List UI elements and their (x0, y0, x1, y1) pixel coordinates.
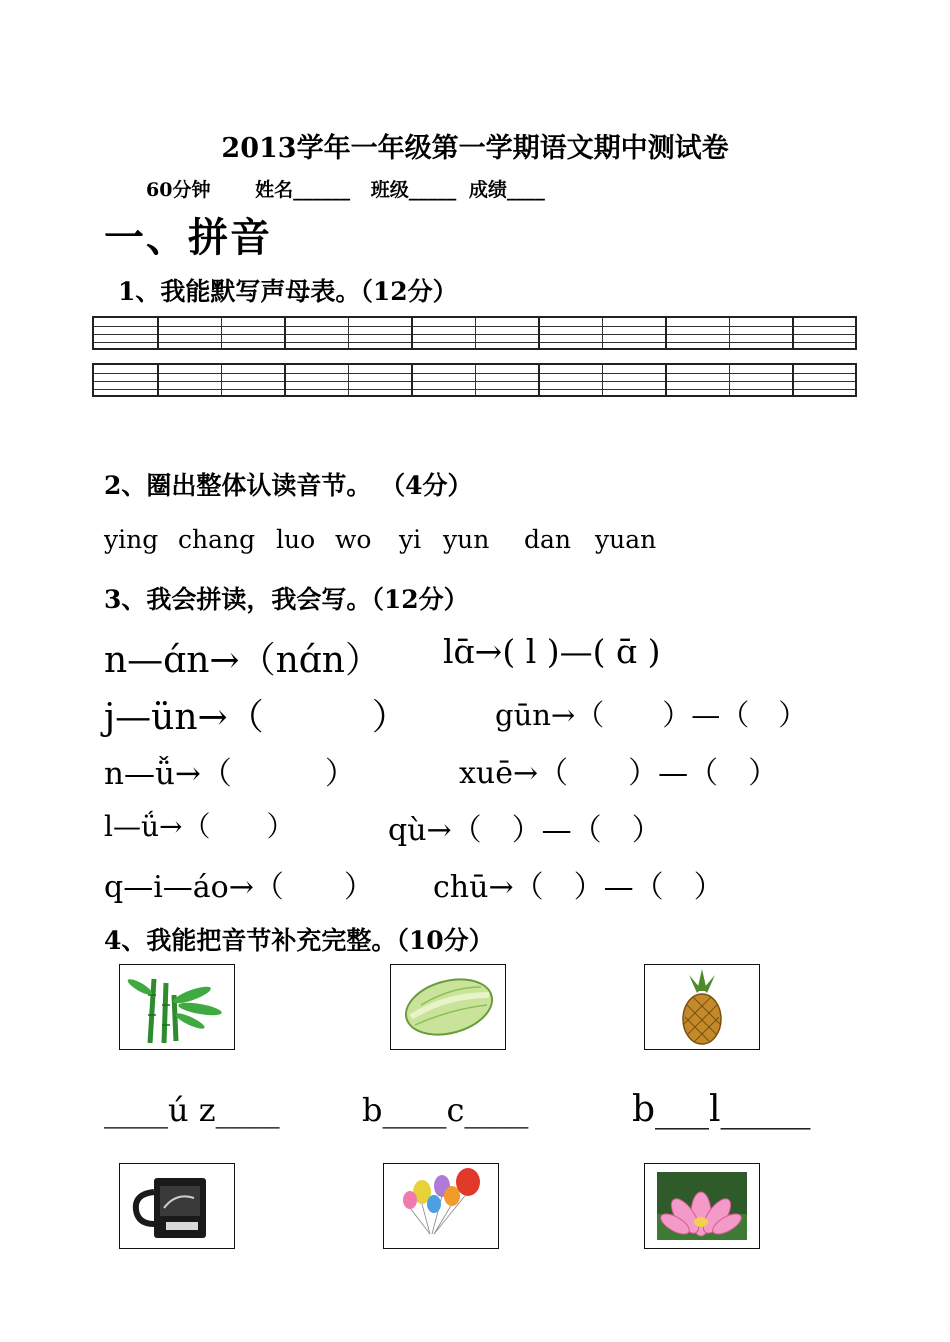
score-field: 成绩____ (468, 179, 545, 201)
spelling-exercise: gūn→（ ）—（ ） (495, 698, 808, 732)
syllable: dan (524, 525, 572, 554)
spelling-exercise: n—ǚ→（ ） (104, 756, 356, 792)
syllable: chang (178, 525, 256, 554)
syllable: wo (335, 525, 372, 554)
class-field: 班级_____ (370, 179, 457, 201)
lotus-picture (644, 1163, 760, 1249)
cup-picture (119, 1163, 235, 1249)
syllable: yuan (595, 525, 657, 554)
fill-in-blank: b____c____ (362, 1091, 529, 1129)
question-3: 3、我会拼读，我会写。（12分） (104, 585, 469, 614)
syllable: yi (399, 525, 422, 554)
spelling-exercise: q—i—áo→（ ） (104, 870, 374, 905)
spelling-exercise: j—ün→（ ） (104, 697, 408, 738)
question-2: 2、圈出整体认读音节。 （4分） (104, 471, 473, 500)
syllable: ying (104, 525, 159, 554)
bamboo-picture (119, 964, 235, 1050)
fill-in-blank: ____ú z____ (104, 1091, 280, 1129)
spelling-exercise: lɑ̄→( l )—( ɑ̄ ) (443, 632, 661, 671)
balloons-picture (383, 1163, 499, 1249)
question-4: 4、我能把音节补充完整。（10分） (104, 926, 494, 955)
spelling-exercise: xuē→（ ）—（ ） (459, 756, 779, 791)
spelling-exercise: qù→（ ）—（ ） (388, 813, 662, 848)
syllable: yun (443, 525, 490, 554)
writing-grid-1 (92, 316, 857, 350)
spelling-exercise: l—ǘ→（ ） (104, 810, 295, 843)
time-limit: 60分钟 (146, 179, 211, 201)
question-1: 1、我能默写声母表。（12分） (118, 277, 458, 306)
syllable: luo (276, 525, 316, 554)
writing-grid-2 (92, 363, 857, 397)
cabbage-picture (390, 964, 506, 1050)
exam-meta (146, 175, 583, 202)
spelling-exercise: chū→（ ）—（ ） (433, 870, 724, 905)
pineapple-picture (644, 964, 760, 1050)
section-heading-pinyin: 一、拼音 (104, 214, 272, 261)
spelling-exercise: n—ɑ́n→（nɑ́n） (104, 640, 381, 681)
page-title: 2013学年一年级第一学期语文期中测试卷 (221, 133, 729, 164)
fill-in-blank: b___l_____ (632, 1089, 811, 1130)
name-field: 姓名______ (255, 179, 351, 201)
